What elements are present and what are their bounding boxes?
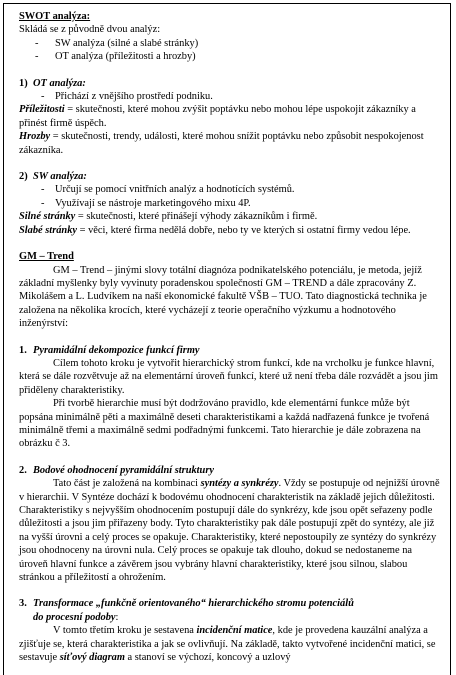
step3-title-cont: do procesní podoby:	[33, 611, 119, 623]
strengths-definition: Silné stránky = skutečnosti, které přinášejí výhody zákazníkům i firmě.	[19, 211, 318, 223]
threats-definition: Hrozby = skutečnosti, trendy, události, které mohou snížit poptávku nebo způsobit nespokojenost zákazníka.	[19, 131, 424, 156]
list-item-text: Přichází z vnějšího prostředí podniku.	[55, 91, 213, 103]
list-item	[19, 197, 440, 210]
weaknesses-definition: Slabé stránky = věci, které firma nedělá dobře, nebo ty ve kterých si ostatní firmy vedou lépe.	[19, 224, 411, 236]
list-item-text: Určují se pomocí vnitřních analýz a hodnotících systémů.	[55, 184, 295, 196]
swot-heading: SWOT analýza:	[19, 11, 91, 22]
dash-bullet: -	[41, 197, 45, 209]
dash-bullet: -	[35, 51, 39, 63]
gm-heading: GM – Trend	[19, 251, 74, 263]
list-item	[19, 50, 440, 63]
dash-bullet: -	[35, 37, 39, 49]
dash-bullet: -	[41, 91, 45, 103]
list-item-text: Využívají se nástroje marketingového mixu 4P.	[55, 197, 251, 209]
step1-title: 1. Pyramidální dekompozice funkcí firmy	[19, 344, 200, 356]
list-item-text: SW analýza (silné a slabé stránky)	[55, 37, 199, 49]
gm-intro: GM – Trend – jinými slovy totální diagnóza podnikatelského potenciálu, je metoda, jejíž základní myšlenky byly vyvinuty poradenskou společností GM – TREND a dále zpracovány Z. Mikolášem a L. Ludvíkem na naší ekonomické fakultě VŠB – TUO. Tato diagnostická technika je založena na několika krocích, které vycházejí z teorie operačního výzkumu a hodnotového inženýrství:	[19, 264, 427, 330]
step3-title: 3. Transformace „funkčně orientovaného“ hierarchického stromu potenciálů	[19, 598, 354, 610]
swot-intro: Skládá se z původně dvou analýz:	[19, 24, 161, 36]
step1-paragraph: Cílem tohoto kroku je vytvořit hierarchický strom funkcí, kde na vrcholku je funkce hlavní, která se dále rozvětvuje až na elementární úroveň funkcí, které už není třeba dále rozvádět a jsou jim přiděleny charakteristiky.	[19, 357, 438, 396]
step1-paragraph: Při tvorbě hierarchie musí být dodržováno pravidlo, kde elementární funkce může být popsána minimálně pěti a maximálně deseti charakteristikami a každá nadřazená funkce je tvořená minimálně třemi a maximálně sedmi podřadnými funkcemi. Tato hierarchie je dále zobrazena na obrázku č 3.	[19, 398, 430, 450]
list-item-text: OT analýza (příležitosti a hrozby)	[55, 51, 196, 63]
opportunities-definition: Příležitosti = skutečnosti, které mohou zvýšit poptávku nebo mohou lépe uspokojit zákazníky a přinést firmě úspěch.	[19, 104, 416, 129]
step2-title: 2. Bodové ohodnocení pyramidální struktury	[19, 464, 214, 476]
list-item	[19, 183, 440, 196]
document-page	[3, 3, 451, 675]
list-item	[19, 37, 440, 50]
step2-paragraph: Tato část je založená na kombinaci syntézy a synkrézy. Vždy se postupuje od nejnižší úrovně v hierarchii. V Syntéze dochází k bodovému ohodnocení charakteristik na základě jejich důležitosti. Charakteristiky s nejvyšším ohodnocením postupují dále do synkrézy, kde jsou opět seřazeny podle důležitosti a jsou jim přiřazeny body. Tyto charakteristiky pak dále postupují zpět do syntézy, ale již na vyšší úrovni a celý proces se opakuje. Charakteristiky, které nepostoupily ze syntézy do synkrézy jsou ohodnoceny na úrovni nula. Celý proces se opakuje tak dlouho, dokud se nedostaneme na úroveň hlavní funkce a závěrem jsou vybrány hlavní charakteristiky, které jsou silnou, slabou stránkou a příležitostí a ohrožením.	[19, 478, 440, 584]
dash-bullet: -	[41, 184, 45, 196]
ot-section-title: 1) OT analýza:	[19, 77, 86, 89]
sw-section-title: 2) SW analýza:	[19, 171, 87, 183]
list-item	[19, 90, 440, 103]
step3-paragraph: V tomto třetím kroku je sestavena incidenční matice, kde je provedena kauzální analýza a zjišťuje se, která charakteristika a jak se ovlivňují. Na základě, takto vytvořené incidenční matici, se sestavuje síťový diagram a stanoví se výchozí, koncový a uzlový	[19, 625, 436, 664]
